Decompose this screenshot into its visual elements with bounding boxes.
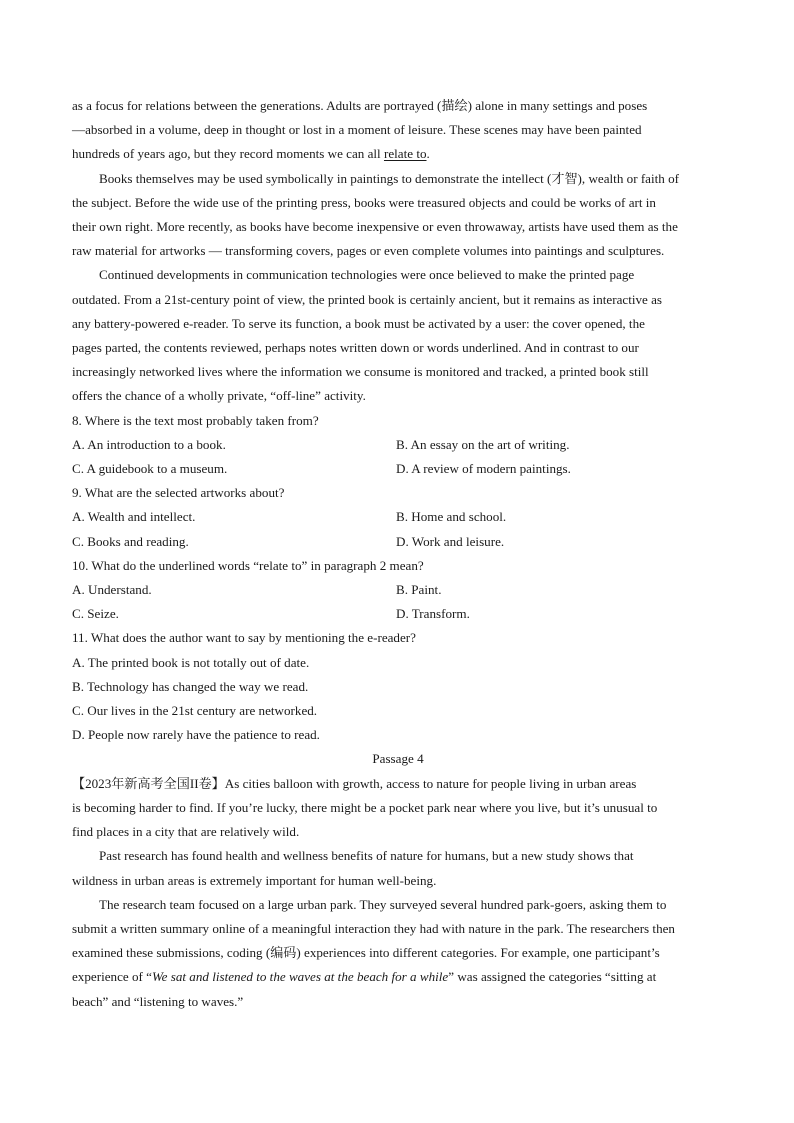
question-8-option-a: A. An introduction to a book. <box>72 436 226 452</box>
passage-4-title: Passage 4 <box>372 751 424 767</box>
source-tag: 【2023年新高考全国II卷】 <box>72 775 225 791</box>
question-10-options-row-2 <box>72 602 724 626</box>
text-line: offers the chance of a wholly private, “off-line” activity. <box>72 388 366 404</box>
text-segment: ” was assigned the categories “sitting at <box>448 969 657 985</box>
question-11-stem: 11. What does the author want to say by mentioning the e-reader? <box>72 630 416 646</box>
question-11-option-a: A. The printed book is not totally out of date. <box>72 654 310 670</box>
question-9-option-c: C. Books and reading. <box>72 533 189 549</box>
underlined-phrase: relate to <box>383 146 427 162</box>
text-line: —absorbed in a volume, deep in thought or lost in a moment of leisure. These scenes may have been painted <box>72 122 642 138</box>
text-line: Past research has found health and wellness benefits of nature for humans, but a new study shows that <box>99 848 634 864</box>
question-11-option-c: C. Our lives in the 21st century are networked. <box>72 703 318 719</box>
question-9-option-d: D. Work and leisure. <box>396 533 505 549</box>
italic-quote: We sat and listened to the waves at the beach for a while <box>151 969 449 985</box>
text-line: Books themselves may be used symbolically in paintings to demonstrate the intellect (才智), wealth or faith of <box>99 170 679 186</box>
question-10-option-b: B. Paint. <box>396 582 442 598</box>
question-10-options-row-1 <box>72 578 724 602</box>
text-line: increasingly networked lives where the information we consume is monitored and tracked, a printed book still <box>72 364 649 380</box>
text-line <box>72 965 724 989</box>
text-line: find places in a city that are relatively wild. <box>72 824 300 840</box>
question-9-options-row-2 <box>72 530 724 554</box>
passage3-paragraph-1 <box>72 94 724 167</box>
question-8-options-row-2 <box>72 457 724 481</box>
question-10-option-c: C. Seize. <box>72 606 119 622</box>
question-11-option-d: D. People now rarely have the patience to read. <box>72 727 320 743</box>
text-line: examined these submissions, coding (编码) experiences into different categories. For example, one participant’s <box>72 945 660 961</box>
text-segment: experience of “ <box>72 969 152 985</box>
passage3-paragraph-3 <box>72 263 724 408</box>
text-segment: hundreds of years ago, but they record moments we can all <box>72 146 384 162</box>
question-11-option-b: B. Technology has changed the way we read. <box>72 678 309 694</box>
text-line: Continued developments in communication technologies were once believed to make the printed page <box>99 267 635 283</box>
question-10-stem: 10. What do the underlined words “relate to” in paragraph 2 mean? <box>72 557 424 573</box>
text-line: outdated. From a 21st-century point of view, the printed book is certainly ancient, but it remains as interactive as <box>72 291 663 307</box>
question-9-options-row-1 <box>72 505 724 529</box>
text-line <box>72 772 724 796</box>
question-9-option-b: B. Home and school. <box>396 509 507 525</box>
text-line: the subject. Before the wide use of the printing press, books were treasured objects and could be works of art in <box>72 194 656 210</box>
question-8-option-b: B. An essay on the art of writing. <box>396 436 570 452</box>
text-line: raw material for artworks — transforming covers, pages or even complete volumes into paintings and sculptures. <box>72 243 665 259</box>
question-8-options-row-1 <box>72 433 724 457</box>
text-line: is becoming harder to find. If you’re lucky, there might be a pocket park near where you live, but it’s unusual to <box>72 799 658 815</box>
question-8-option-d: D. A review of modern paintings. <box>396 461 571 477</box>
question-8-stem: 8. Where is the text most probably taken from? <box>72 412 319 428</box>
question-9-option-a: A. Wealth and intellect. <box>72 509 196 525</box>
passage4-paragraph-3 <box>72 893 724 1014</box>
text-line: any battery-powered e-reader. To serve its function, a book must be activated by a user: the cover opened, the <box>72 315 645 331</box>
text-line: their own right. More recently, as books have become inexpensive or even throwaway, artists have used them as the <box>72 219 678 235</box>
text-line: wildness in urban areas is extremely important for human well-being. <box>72 872 437 888</box>
text-line: The research team focused on a large urban park. They surveyed several hundred park-goers, asking them to <box>99 896 667 912</box>
question-9-stem: 9. What are the selected artworks about? <box>72 485 285 501</box>
passage4-paragraph-1 <box>72 772 724 845</box>
text-line: as a focus for relations between the generations. Adults are portrayed (描绘) alone in many settings and poses <box>72 98 648 113</box>
text-segment: . <box>426 146 430 162</box>
text-line: beach” and “listening to waves.” <box>72 993 244 1009</box>
text-line: pages parted, the contents reviewed, perhaps notes written down or words underlined. And in contrast to our <box>72 340 639 356</box>
text-segment: As cities balloon with growth, access to nature for people living in urban areas <box>224 775 637 791</box>
passage3-paragraph-2 <box>72 167 724 264</box>
question-10-option-d: D. Transform. <box>396 606 470 622</box>
text-line: submit a written summary online of a meaningful interaction they had with nature in the park. The researchers then <box>72 920 675 936</box>
text-line <box>72 142 724 166</box>
question-10-option-a: A. Understand. <box>72 582 152 598</box>
passage4-paragraph-2 <box>72 844 724 892</box>
question-8-option-c: C. A guidebook to a museum. <box>72 461 228 477</box>
